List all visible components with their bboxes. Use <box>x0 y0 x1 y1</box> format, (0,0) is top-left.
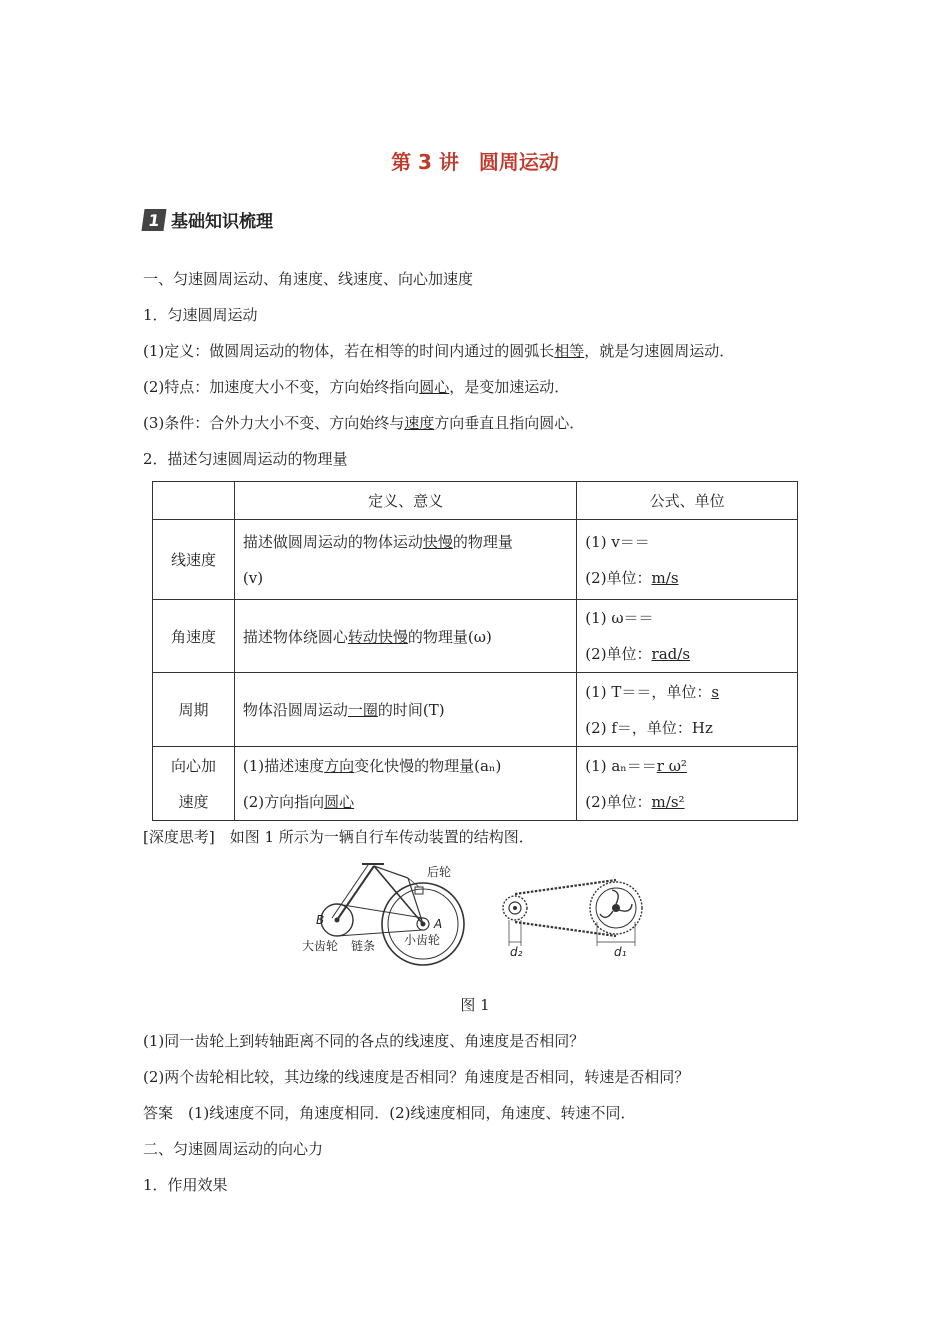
feature-pre: (2)特点：加速度大小不变，方向始终指向 <box>143 378 420 396</box>
def-answer: 快慢 <box>422 532 453 551</box>
definition-pre: (1)定义：做圆周运动的物体，若在相等的时间内通过的圆弧长 <box>143 342 555 360</box>
row-name <box>153 747 235 821</box>
formula-2-pre: (2)单位： <box>585 568 652 587</box>
row-name: 线速度 <box>153 520 235 600</box>
section-title: 基础知识梳理 <box>171 212 273 232</box>
def-answer: 一圈 <box>347 701 378 719</box>
definition-answer: 相等 <box>554 342 585 360</box>
chain-drive-diagram <box>498 856 656 960</box>
feature-answer: 圆心 <box>419 378 450 396</box>
point-b-label: B <box>316 913 325 927</box>
d2-label: d₂ <box>510 945 523 959</box>
row-name-line2: 速度 <box>178 792 209 811</box>
row-definition <box>234 747 576 821</box>
deep-thinking-prompt: [深度思考] 如图 1 所示为一辆自行车传动装置的结构图． <box>143 828 534 846</box>
row-formula <box>577 747 798 821</box>
small-gear-label: 小齿轮 <box>404 933 441 947</box>
unit-answer: s <box>711 682 720 701</box>
formula-1-pre: (1) T＝＝，单位： <box>585 682 712 701</box>
section-header <box>143 207 273 232</box>
sprocket-spokes <box>600 890 632 917</box>
unit-answer: rad/s <box>651 645 691 663</box>
row-definition <box>234 600 576 673</box>
row-name-line1: 向心加 <box>170 756 216 775</box>
def1-answer: 方向 <box>324 756 355 775</box>
table-row <box>153 600 798 673</box>
unit-answer: m/s² <box>651 792 685 811</box>
answer-line: 答案 (1)线速度不同，角速度相同．(2)线速度相同，角速度、转速不同． <box>143 1104 636 1122</box>
rear-hub-box <box>415 887 423 894</box>
def-answer: 转动快慢 <box>347 627 408 646</box>
row-formula <box>577 520 798 600</box>
bicycle-structure-diagram <box>296 856 482 972</box>
condition-line <box>143 412 584 433</box>
def2-pre: (2)方向指向 <box>242 792 325 811</box>
chain-label: 链条 <box>351 939 376 953</box>
feature-line <box>143 376 569 397</box>
def-post: 的时间(T) <box>377 701 445 719</box>
def2-answer: 圆心 <box>324 792 355 811</box>
def-post: 的物理量(ω) <box>407 627 492 646</box>
page-title: 第 3 讲 圆周运动 <box>391 150 559 174</box>
d1-label: d₁ <box>614 945 627 959</box>
subheading-3: 1．作用效果 <box>143 1176 228 1194</box>
table-row <box>153 520 798 600</box>
formula-1: (1) v＝＝ <box>585 532 650 551</box>
formula-2-pre: (2)单位： <box>585 792 652 811</box>
question-2: (2)两个齿轮相比较，其边缘的线速度是否相同？角速度是否相同，转速是否相同？ <box>143 1068 690 1086</box>
table-header-row <box>153 482 798 520</box>
table-header-cell: 公式、单位 <box>577 482 798 520</box>
subheading-1: 1．匀速圆周运动 <box>143 306 258 324</box>
formula-1: (1) ω＝＝ <box>585 609 654 627</box>
heading-1: 一、匀速圆周运动、角速度、线速度、向心加速度 <box>143 270 474 288</box>
def1-post: 变化快慢的物理量(aₙ) <box>354 756 502 775</box>
formula-2: (2) f＝，单位：Hz <box>585 718 713 737</box>
subheading-2: 2．描述匀速圆周运动的物理量 <box>143 450 348 468</box>
def-pre: 物体沿圆周运动 <box>242 701 348 719</box>
def-post: 的物理量 <box>452 532 513 551</box>
small-sprocket-axle <box>513 906 517 910</box>
large-sprocket-axle <box>612 904 620 912</box>
frame-seat-tube <box>337 866 374 920</box>
table-header-cell <box>153 482 235 520</box>
row-definition <box>234 520 576 600</box>
row-name: 周期 <box>153 673 235 747</box>
condition-pre: (3)条件：合外力大小不变、方向始终与 <box>143 414 405 432</box>
rear-wheel-label: 后轮 <box>427 865 452 879</box>
question-1: (1)同一齿轮上到转轴距离不同的各点的线速度、角速度是否相同？ <box>143 1032 585 1050</box>
def1-pre: (1)描述速度 <box>242 756 325 775</box>
row-definition <box>234 673 576 747</box>
formula-answer: r ω² <box>656 756 687 775</box>
big-gear-label: 大齿轮 <box>302 939 339 953</box>
definition-line <box>143 340 734 361</box>
section-number-badge: 1 <box>141 209 166 231</box>
formula-2-pre: (2)单位： <box>585 645 652 663</box>
row-formula <box>577 600 798 673</box>
unit-answer: m/s <box>651 568 679 587</box>
table-row <box>153 673 798 747</box>
feature-post: ，是变加速运动． <box>449 378 570 396</box>
figure-caption: 图 1 <box>460 996 490 1014</box>
condition-answer: 速度 <box>404 414 435 432</box>
row-name: 角速度 <box>153 600 235 673</box>
point-a-label: A <box>434 917 443 931</box>
quantities-table <box>152 481 798 821</box>
formula-1-pre: (1) aₙ＝＝ <box>585 756 657 775</box>
def-pre: 描述做圆周运动的物体运动 <box>242 532 423 551</box>
definition-post: ，就是匀速圆周运动． <box>584 342 735 360</box>
condition-post: 方向垂直且指向圆心． <box>434 414 585 432</box>
table-header-cell: 定义、意义 <box>234 482 576 520</box>
def-pre: 描述物体绕圆心 <box>242 627 348 646</box>
table-row <box>153 747 798 821</box>
def-line2: (v) <box>242 568 264 587</box>
row-formula <box>577 673 798 747</box>
heading-2: 二、匀速圆周运动的向心力 <box>143 1140 324 1158</box>
